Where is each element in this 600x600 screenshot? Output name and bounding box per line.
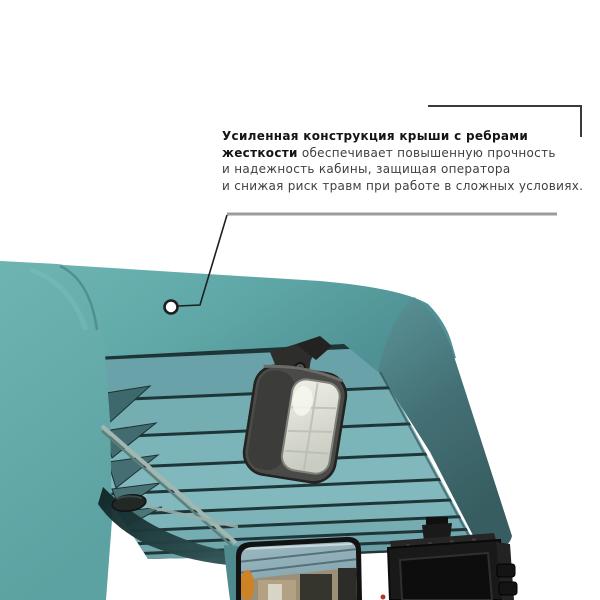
annotation-line: жесткости обеспечивает повышенную прочность [222, 145, 556, 160]
mirror-arm [224, 545, 238, 600]
monitor-connector [499, 582, 517, 595]
annotation-line: и надежность кабины, защищая оператора [222, 162, 511, 176]
circle-marker-icon [165, 301, 178, 314]
front-left-pillar [0, 261, 112, 600]
annotation-bold: Усиленная конструкция крыши с ребрами [222, 129, 529, 143]
mirror-reflection-patch [300, 574, 332, 600]
annotation-line [222, 128, 582, 145]
annotation-bold: жесткости [222, 145, 298, 160]
mirror-reflection-orange [240, 570, 254, 600]
monitor-red-dot [381, 595, 386, 600]
annotation-line: и снижая риск травм при работе в сложных условиях. [222, 178, 584, 193]
annotation-text [222, 128, 582, 194]
monitor-connector [497, 564, 515, 577]
rear-view-mirror [224, 537, 362, 600]
monitor-screen [400, 553, 492, 600]
mirror-reflection-patch [338, 568, 358, 600]
mirror-reflection-patch [268, 584, 282, 600]
